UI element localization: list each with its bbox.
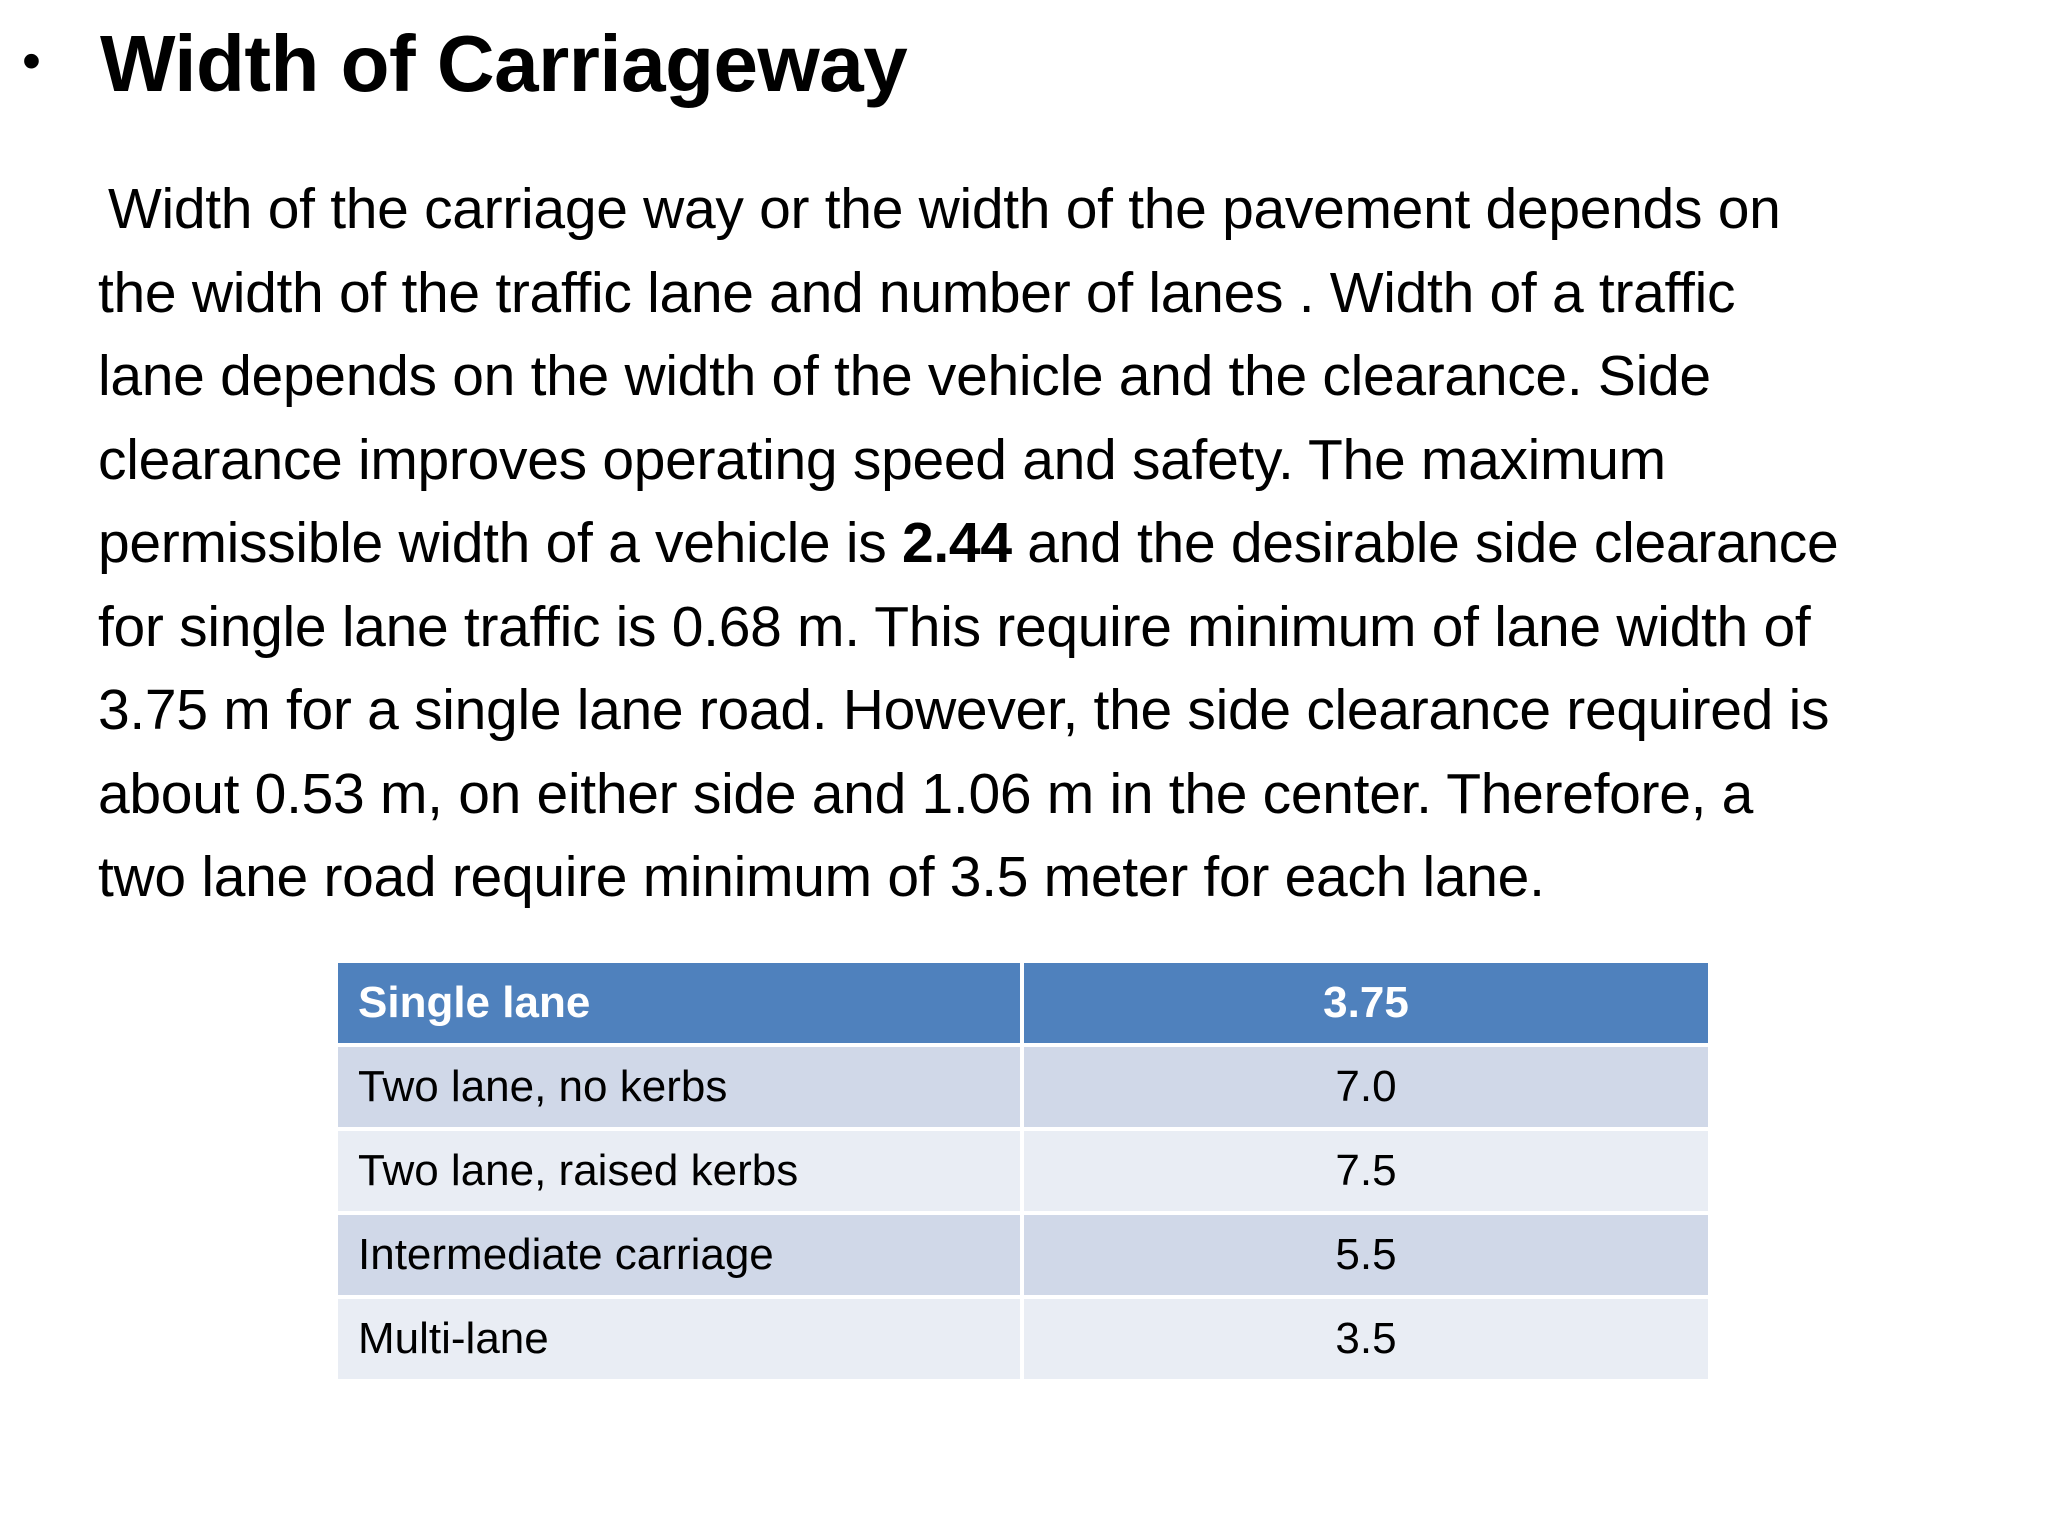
table-cell-label: Intermediate carriage	[338, 1215, 1024, 1299]
paragraph-line: lane depends on the width of the vehicle and the clearance. Side	[98, 344, 1711, 408]
bullet-icon: •	[22, 31, 41, 91]
table-header-value: 3.75	[1024, 963, 1708, 1047]
table-cell-label: Multi-lane	[338, 1299, 1024, 1383]
table-row	[338, 1215, 1708, 1299]
vehicle-width-value: 2.44	[901, 511, 1012, 575]
paragraph-line: for single lane traffic is 0.68 m. This require minimum of lane width of	[98, 594, 1811, 659]
table-row	[338, 1299, 1708, 1383]
table-cell-label: Two lane, raised kerbs	[338, 1131, 1024, 1215]
paragraph-line: the width of the traffic lane and number of lanes . Width of a traffic	[98, 260, 1736, 325]
table-cell-value: 7.0	[1024, 1047, 1708, 1131]
paragraph-line: permissible width of a vehicle is 2.44 and the desirable side clearance	[98, 511, 1839, 575]
table-header-label: Single lane	[338, 963, 1024, 1047]
table-cell-value: 3.5	[1024, 1299, 1708, 1383]
body-paragraph	[98, 168, 2038, 920]
table-row	[338, 1131, 1708, 1215]
paragraph-line: two lane road require minimum of 3.5 meter for each lane.	[98, 845, 1545, 909]
paragraph-line: Width of the carriage way or the width of the pavement depends on	[108, 177, 1781, 241]
title-row	[22, 20, 907, 108]
paragraph-line: 3.75 m for a single lane road. However, the side clearance required is	[98, 678, 1830, 742]
table-row	[338, 1047, 1708, 1131]
paragraph-line: clearance improves operating speed and safety. The maximum	[98, 427, 1666, 492]
table-header-row	[338, 963, 1708, 1047]
paragraph-line: about 0.53 m, on either side and 1.06 m in the center. Therefore, a	[98, 761, 1754, 826]
table-cell-label: Two lane, no kerbs	[338, 1047, 1024, 1131]
slide-title: Width of Carriageway	[100, 19, 908, 108]
carriageway-width-table	[338, 963, 1708, 1383]
table-cell-value: 5.5	[1024, 1215, 1708, 1299]
table-cell-value: 7.5	[1024, 1131, 1708, 1215]
